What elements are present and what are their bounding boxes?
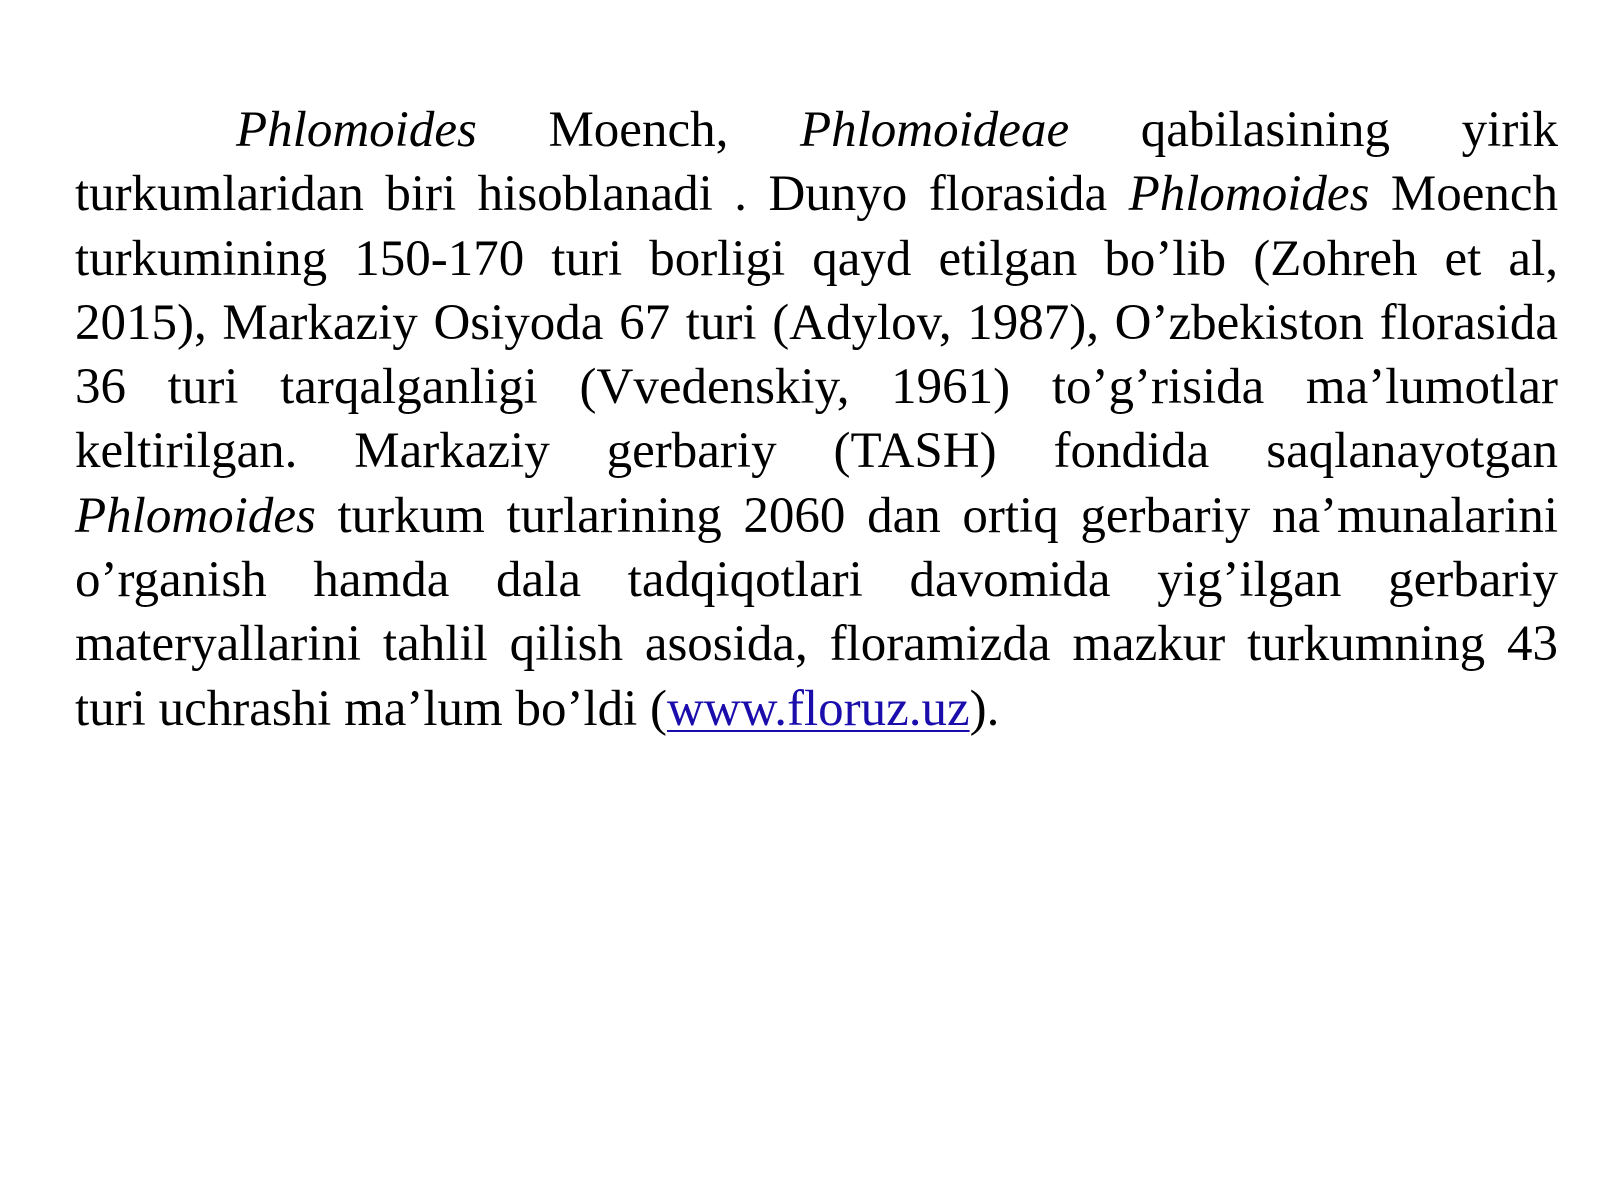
text-segment: Moench, xyxy=(476,102,800,158)
tribe-name: Phlomoideae xyxy=(799,102,1070,158)
genus-name: Phlomoides xyxy=(1128,166,1370,223)
genus-name: Phlomoides xyxy=(236,102,477,158)
text-segment: qabilasining yirik turkumlaridan biri hisoblanadi . Dunyo florasida xyxy=(75,102,1559,223)
floruz-link[interactable]: www.floruz.uz xyxy=(667,680,970,737)
body-paragraph xyxy=(75,98,1558,741)
genus-name: Phlomoides xyxy=(75,487,316,544)
text-segment: Moench turkumining 150-170 turi borligi qayd etilgan bo’lib (Zohreh et al, 2015), Markaziy Osiyoda 67 turi (Adylov, 1987), O’zbekiston florasida 36 turi tarqalganligi (Vvedenskiy, 1961) to’g’risida ma’lumotlar keltirilgan. Markaziy gerbariy (TASH) fondida saqlanayotgan xyxy=(75,166,1558,480)
text-segment: ). xyxy=(969,680,1000,737)
text-segment: turkum turlarining 2060 dan ortiq gerbariy na’munalarini o’rganish hamda dala tadqiqotlari davomida yig’ilgan gerbariy materyallarini tahlil qilish asosida, floramizda mazkur turkumning 43 turi uchrashi ma’lum bo’ldi ( xyxy=(75,487,1558,737)
